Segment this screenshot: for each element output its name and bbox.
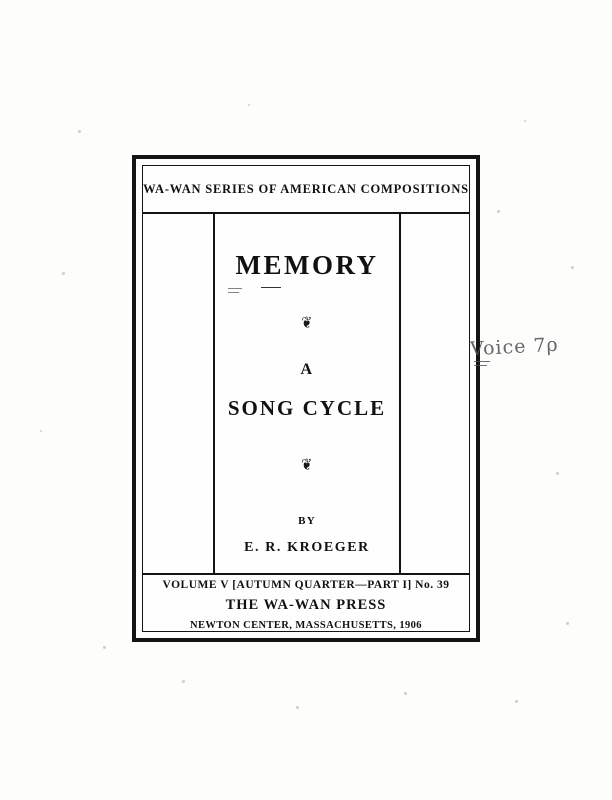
volume-line: VOLUME V [AUTUMN QUARTER—PART I] No. 39: [162, 579, 450, 591]
by-label: BY: [298, 515, 316, 527]
center-panel: [215, 214, 399, 573]
subtitle-main: SONG CYCLE: [227, 396, 387, 420]
pencil-tick-mark: [228, 288, 242, 296]
publisher-name: THE WA-WAN PRESS: [225, 597, 387, 613]
series-header-band: [143, 166, 469, 212]
series-header-text: WA-WAN SERIES OF AMERICAN COMPOSITIONS: [143, 181, 469, 196]
margin-annotation: Voice 7ρ: [469, 333, 560, 361]
page-title: MEMORY: [235, 250, 379, 280]
composer-name: E. R. KROEGER: [244, 540, 370, 555]
title-underline: [261, 287, 281, 288]
floral-ornament-icon-2: ❦: [301, 455, 313, 474]
rule-bottom: [143, 573, 469, 575]
imprint-block: [143, 579, 469, 631]
subtitle-article: A: [300, 361, 314, 378]
floral-ornament-icon: ❦: [301, 313, 313, 332]
title-page-frame: [132, 155, 480, 642]
rule-vertical-right: [399, 214, 401, 573]
place-and-year: NEWTON CENTER, MASSACHUSETTS, 1906: [190, 620, 422, 631]
margin-annotation-underline: [474, 361, 492, 369]
